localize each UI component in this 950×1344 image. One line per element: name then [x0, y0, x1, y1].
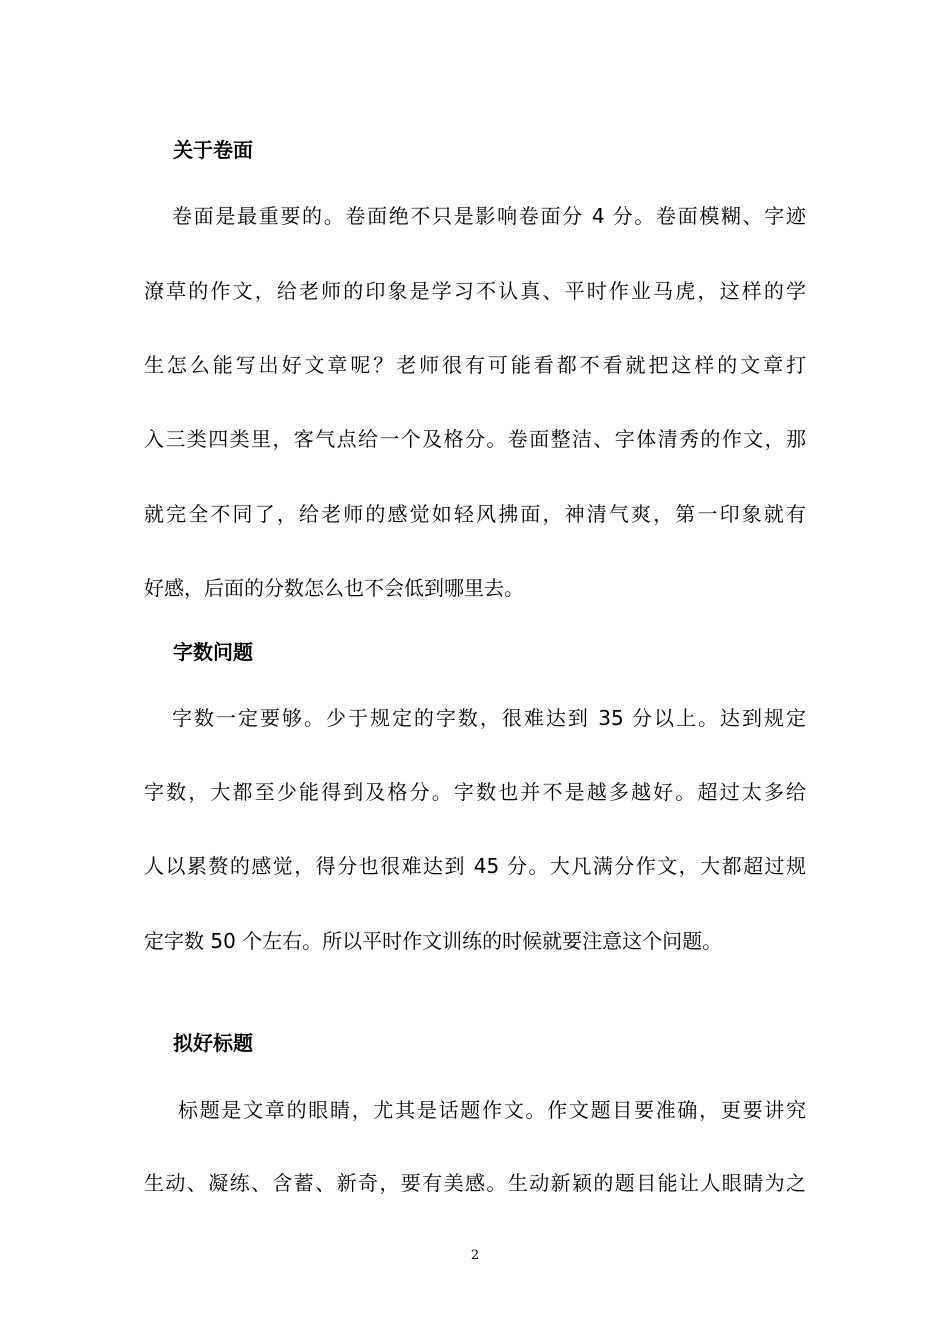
paragraph-line: 人以累赘的感觉，得分也很难达到 45 分。大凡满分作文，大都超过规 — [144, 854, 806, 878]
paragraph-line: 定字数 50 个左右。所以平时作文训练的时候就要注意这个问题。 — [144, 929, 723, 953]
paragraph-line: 潦草的作文，给老师的印象是学习不认真、平时作业马虎，这样的学 — [144, 279, 806, 303]
paragraph-line: 生怎么能写出好文章呢？老师很有可能看都不看就把这样的文章打 — [144, 353, 806, 377]
paragraph-line: 好感，后面的分数怎么也不会低到哪里去。 — [144, 576, 524, 600]
paragraph-line: 字数，大都至少能得到及格分。字数也并不是越多越好。超过太多给 — [144, 780, 806, 804]
section-heading-appearance: 关于卷面 — [173, 138, 253, 162]
page-number: 2 — [470, 1248, 480, 1263]
paragraph-line: 字数一定要够。少于规定的字数，很难达到 35 分以上。达到规定 — [172, 706, 806, 730]
paragraph-line: 生动、凝练、含蓄、新奇，要有美感。生动新颖的题目能让人眼睛为之 — [144, 1171, 806, 1195]
paragraph-line: 标题是文章的眼睛，尤其是话题作文。作文题目要准确，更要讲究 — [178, 1098, 806, 1122]
section-heading-title: 拟好标题 — [173, 1031, 253, 1055]
paragraph-line: 入三类四类里，客气点给一个及格分。卷面整洁、字体清秀的作文，那 — [144, 427, 806, 451]
paragraph-line: 就完全不同了，给老师的感觉如轻风拂面，神清气爽，第一印象就有 — [144, 502, 806, 526]
section-heading-word-count: 字数问题 — [173, 640, 253, 664]
paragraph-line: 卷面是最重要的。卷面绝不只是影响卷面分 4 分。卷面模糊、字迹 — [172, 204, 806, 228]
